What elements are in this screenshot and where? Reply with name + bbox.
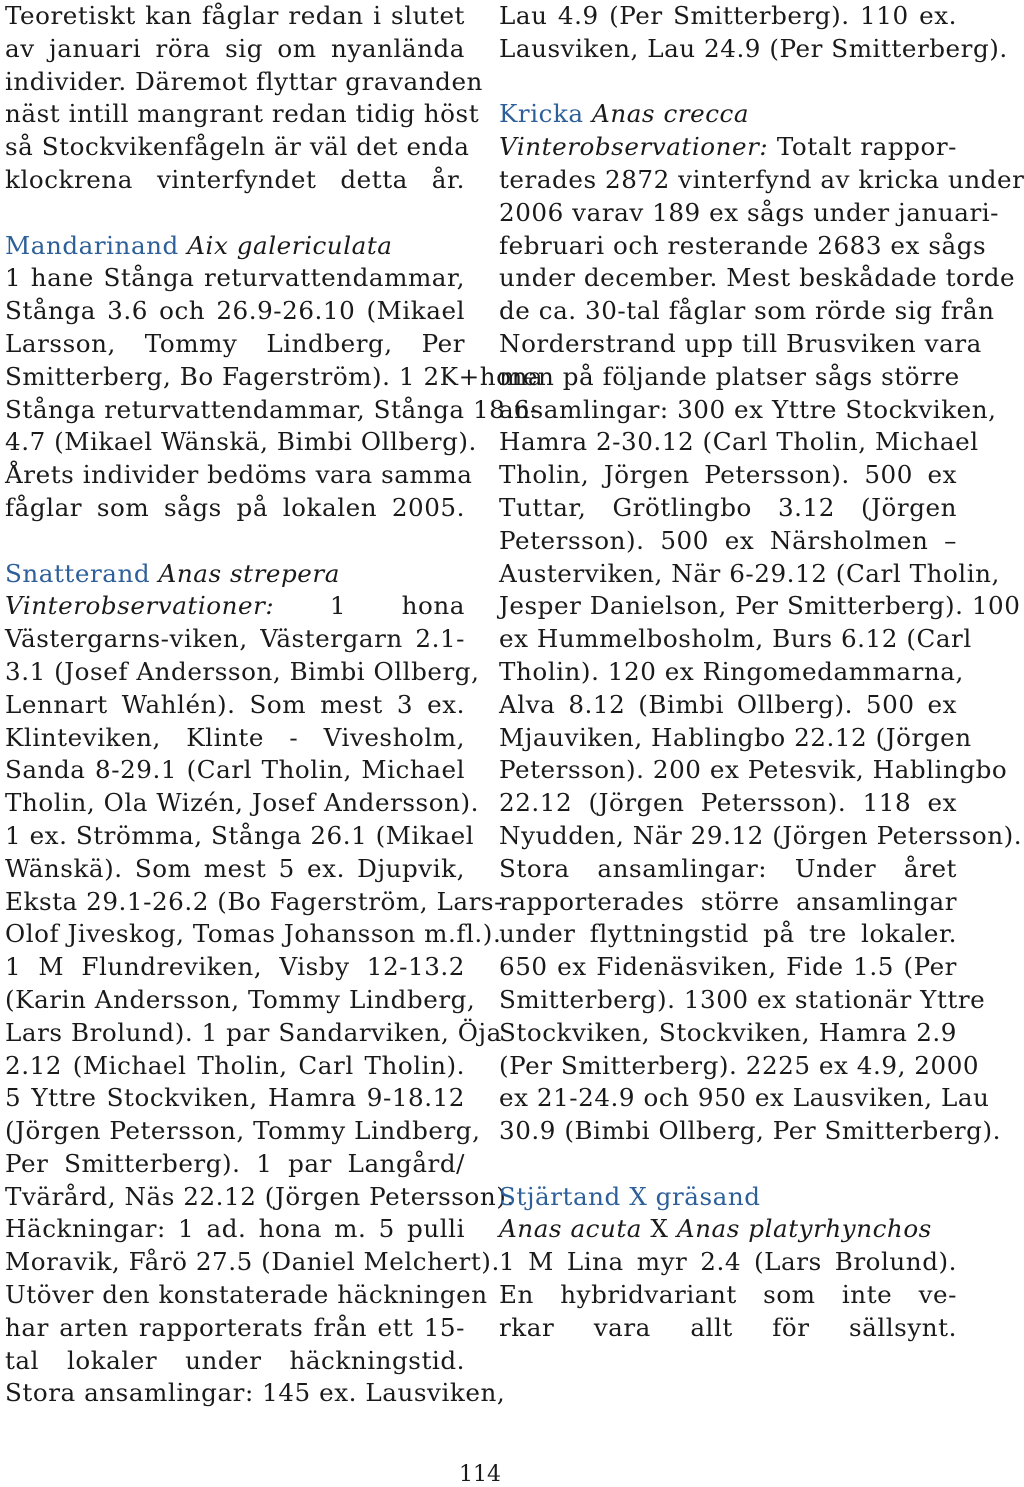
text-line: Västergarns-viken, Västergarn 2.1-: [5, 624, 465, 654]
text-line: [499, 98, 957, 131]
text-line: Tholin). 120 ex Ringomedammarna,: [499, 656, 964, 686]
text-line: Klinteviken, Klinte - Vivesholm,: [5, 722, 465, 752]
text-line: (Jörgen Petersson, Tommy Lindberg,: [5, 1116, 481, 1146]
text-line: Alva 8.12 (Bimbi Ollberg). 500 ex: [499, 689, 957, 719]
text-line: har arten rapporterats från ett 15-: [5, 1312, 465, 1342]
text-line: Stockviken, Stockviken, Hamra 2.9: [499, 1017, 957, 1047]
text-line: Per Smitterberg). 1 par Langård/: [5, 1148, 465, 1178]
text-line: men på följande platser sågs större: [499, 361, 960, 391]
text-line: Petersson). 200 ex Petesvik, Hablingbo: [499, 755, 1008, 785]
text-line: Wänskä). Som mest 5 ex. Djupvik,: [5, 853, 465, 883]
text-line: Utöver den konstaterade häckningen: [5, 1280, 488, 1310]
text-line: Tholin, Ola Wizén, Josef Andersson).: [5, 788, 479, 818]
text-line: (Per Smitterberg). 2225 ex 4.9, 2000: [499, 1050, 980, 1080]
text-line: Tholin, Jörgen Petersson). 500 ex: [499, 460, 957, 490]
text-line: [499, 1213, 957, 1246]
text-line: 22.12 (Jörgen Petersson). 118 ex: [499, 788, 957, 818]
text-line: Larsson, Tommy Lindberg, Per: [5, 328, 465, 358]
scientific-name: Anas crecca: [592, 99, 750, 129]
text-line: Tvärård, Näs 22.12 (Jörgen Petersson).: [5, 1181, 515, 1211]
species-heading: Snatterand: [5, 558, 159, 588]
text-line: februari och resterande 2683 ex sågs: [499, 230, 987, 260]
text-line: Norderstrand upp till Brusviken vara: [499, 328, 982, 358]
text-line: Olof Jiveskog, Tomas Johansson m.fl.).: [5, 919, 502, 949]
text-line: de ca. 30-tal fåglar som rörde sig från: [499, 296, 995, 326]
text-line: Austerviken, När 6-29.12 (Carl Tholin,: [499, 558, 1000, 588]
species-heading: Kricka: [499, 99, 593, 129]
scientific-name: Anas acuta: [499, 1214, 643, 1244]
text-line: terades 2872 vinterfynd av kricka under: [499, 164, 1024, 194]
text-line: Teoretiskt kan fåglar redan i slutet: [5, 1, 465, 30]
text-line: Petersson). 500 ex Närsholmen –: [499, 525, 957, 555]
text-line: Lennart Wahlén). Som mest 3 ex.: [5, 689, 465, 719]
text-line: 2.12 (Michael Tholin, Carl Tholin).: [5, 1050, 465, 1080]
scientific-name: Aix galericulata: [187, 230, 393, 260]
text-line: Lausviken, Lau 24.9 (Per Smitterberg).: [499, 33, 1008, 63]
text-line: 1 ex. Strömma, Stånga 26.1 (Mikael: [5, 820, 475, 850]
text-line: Stånga 3.6 och 26.9-26.10 (Mikael: [5, 296, 465, 326]
text-line: 4.7 (Mikael Wänskä, Bimbi Ollberg).: [5, 427, 477, 457]
text-line: 650 ex Fidenäsviken, Fide 1.5 (Per: [499, 952, 957, 982]
paragraph-gap: [499, 1148, 957, 1181]
text-line: [5, 558, 465, 591]
scientific-name: Vinterobservationer:: [5, 591, 275, 621]
text-line: 30.9 (Bimbi Ollberg, Per Smitterberg).: [499, 1116, 1001, 1146]
right-column: [499, 0, 1024, 1345]
text-line: Tuttar, Grötlingbo 3.12 (Jörgen: [499, 492, 957, 522]
text-line: (Karin Andersson, Tommy Lindberg,: [5, 984, 476, 1014]
text-line: Stånga returvattendammar, Stånga 18.6-: [5, 394, 539, 424]
text-line: Mjauviken, Hablingbo 22.12 (Jörgen: [499, 722, 972, 752]
text-line: Lars Brolund). 1 par Sandarviken, Öja: [5, 1017, 502, 1047]
text-line: fåglar som sågs på lokalen 2005.: [5, 492, 465, 522]
text-line: så Stockvikenfågeln är väl det enda: [5, 132, 470, 162]
text-line: 1 hane Stånga returvattendammar,: [5, 263, 465, 293]
text-line: Årets individer bedöms vara samma: [5, 460, 473, 490]
text-line: Hamra 2-30.12 (Carl Tholin, Michael: [499, 427, 979, 457]
text-line: Stora ansamlingar: 145 ex. Lausviken,: [5, 1378, 506, 1408]
text-line: rapporterades större ansamlingar: [499, 886, 957, 916]
text-line: [499, 131, 957, 164]
paragraph-gap: [5, 525, 465, 558]
text-line: [499, 1181, 957, 1214]
text-line: av januari röra sig om nyanlända: [5, 33, 465, 63]
text-line: 1 M Lina myr 2.4 (Lars Brolund).: [499, 1247, 957, 1277]
text-line: Lau 4.9 (Per Smitterberg). 110 ex.: [499, 1, 957, 30]
text-line: Häckningar: 1 ad. hona m. 5 pulli: [5, 1214, 465, 1244]
text-line: ex Hummelbosholm, Burs 6.12 (Carl: [499, 624, 972, 654]
text-line: 5 Yttre Stockviken, Hamra 9-18.12: [5, 1083, 465, 1113]
scientific-name: Anas strepera: [158, 558, 340, 588]
text-line: individer. Däremot flyttar gravanden: [5, 66, 483, 96]
text-line: klockrena vinterfyndet detta år.: [5, 164, 465, 194]
text-line: [5, 230, 465, 263]
text-line: En hybridvariant som inte ve-: [499, 1280, 957, 1310]
species-heading: Stjärtand X gräsand: [499, 1181, 761, 1211]
text-line: Jesper Danielson, Per Smitterberg). 100: [499, 591, 1021, 621]
text-line: Nyudden, När 29.12 (Jörgen Petersson).: [499, 820, 1023, 850]
text-line: tal lokaler under häckningstid.: [5, 1345, 465, 1375]
text-line: under december. Mest beskådade torde: [499, 263, 1016, 293]
text-line: 1 M Flundreviken, Visby 12-13.2: [5, 952, 465, 982]
text-line: ansamlingar: 300 ex Yttre Stockviken,: [499, 394, 997, 424]
paragraph-gap: [499, 66, 957, 99]
page-number: 114: [459, 1462, 501, 1487]
text-line: Moravik, Fårö 27.5 (Daniel Melchert).: [5, 1247, 500, 1277]
scientific-name: Anas platyrhynchos: [676, 1214, 932, 1244]
paragraph-gap: [5, 197, 465, 230]
species-heading: Mandarinand: [5, 230, 188, 260]
scientific-name: Vinterobservationer:: [499, 132, 769, 162]
text-line: Stora ansamlingar: Under året: [499, 853, 957, 883]
text-line: näst intill mangrant redan tidig höst: [5, 99, 480, 129]
text-line: rkar vara allt för sällsynt.: [499, 1312, 957, 1342]
text-line: Smitterberg, Bo Fagerström). 1 2K+hona: [5, 361, 544, 391]
text-span: 1 hona: [274, 591, 465, 621]
text-span: Totalt rappor-: [768, 132, 957, 162]
text-span: X: [642, 1214, 677, 1244]
left-column: [5, 0, 544, 1410]
text-line: [5, 590, 465, 623]
text-line: 3.1 (Josef Andersson, Bimbi Ollberg,: [5, 656, 480, 686]
text-line: Smitterberg). 1300 ex stationär Yttre: [499, 984, 986, 1014]
text-line: Eksta 29.1-26.2 (Bo Fagerström, Lars-: [5, 886, 503, 916]
text-line: ex 21-24.9 och 950 ex Lausviken, Lau: [499, 1083, 990, 1113]
text-line: Sanda 8-29.1 (Carl Tholin, Michael: [5, 755, 465, 785]
text-line: under flyttningstid på tre lokaler.: [499, 919, 957, 949]
text-line: 2006 varav 189 ex sågs under januari-: [499, 197, 1000, 227]
